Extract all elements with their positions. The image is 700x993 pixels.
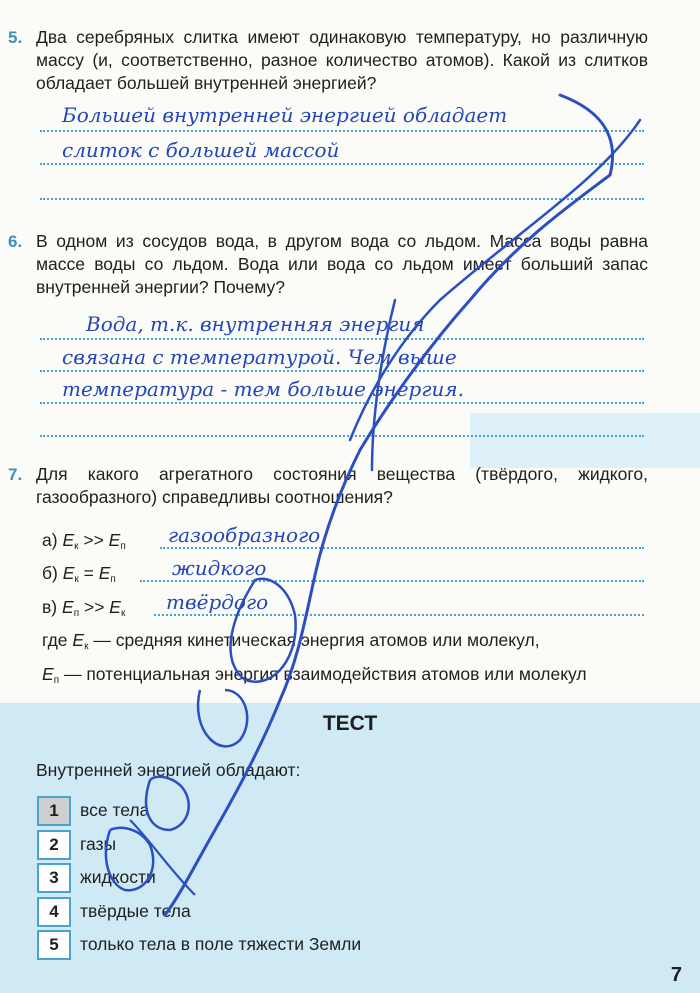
q7-handwritten-answer-c: твёрдого xyxy=(166,590,269,614)
q7-number: 7. xyxy=(8,465,23,484)
q5-answer-line[interactable] xyxy=(40,163,644,165)
test-question: Внутренней энергией обладают: xyxy=(36,760,301,780)
page-number: 7 xyxy=(670,964,682,986)
q7-answer-line-b[interactable] xyxy=(140,580,644,582)
q6-handwritten-answer: Вода, т.к. внутренняя энергия xyxy=(86,312,425,336)
q6-number: 6. xyxy=(8,232,23,251)
page-band xyxy=(470,413,700,468)
q7-text: Для какого агрегатного состояния вещества (твёрдого, жидкого, газообразного) справедливы соотношения? xyxy=(36,464,648,507)
q7-row-b: б) $E_к = E_п$ xyxy=(42,563,116,585)
q7-note-potential: $E_п$ — потенциальная энергия взаимодействия атомов или молекул xyxy=(42,664,587,686)
q6-answer-line[interactable] xyxy=(40,435,644,437)
test-option-5-label: только тела в поле тяжести Земли xyxy=(80,934,362,954)
q5-answer-line[interactable] xyxy=(40,130,644,132)
q6-answer-line[interactable] xyxy=(40,370,644,372)
q7-row-a: а) $E_к >> E_п$ xyxy=(42,530,126,552)
test-option-2-label: газы xyxy=(80,834,117,854)
q7-row-c: в) $E_п >> E_к$ xyxy=(42,597,126,619)
q6-text: В одном из сосудов вода, в другом вода со льдом. Масса воды равна массе воды со льдом. Вода или вода со льдом имеет больший запас внутренней энергии? Почему? xyxy=(36,231,648,297)
test-option-4-checkbox[interactable]: 4 xyxy=(37,897,71,927)
test-option-1-label: все тела xyxy=(80,800,150,820)
test-option-3-checkbox[interactable]: 3 xyxy=(37,863,71,893)
test-option-5-checkbox[interactable]: 5 xyxy=(37,930,71,960)
q6-answer-line[interactable] xyxy=(40,338,644,340)
test-option-1-checkbox[interactable]: 1 xyxy=(37,796,71,826)
q5-handwritten-answer: слиток с большей массой xyxy=(62,138,340,162)
q5-answer-line[interactable] xyxy=(40,198,644,200)
q7-handwritten-answer-a: газообразного xyxy=(168,523,321,547)
q7-handwritten-answer-b: жидкого xyxy=(172,556,267,580)
q7-answer-line-a[interactable] xyxy=(160,547,644,549)
q5-number: 5. xyxy=(8,28,23,47)
test-option-3-label: жидкости xyxy=(80,867,156,887)
q6-answer-line[interactable] xyxy=(40,402,644,404)
q7-answer-line-c[interactable] xyxy=(154,614,644,616)
q7-note-kinetic: где $E_к$ — средняя кинетическая энергия атомов или молекул, xyxy=(42,630,540,652)
test-option-2-checkbox[interactable]: 2 xyxy=(37,830,71,860)
q5-handwritten-answer: Большей внутренней энергией обладает xyxy=(62,103,508,127)
test-option-4-label: твёрдые тела xyxy=(80,901,191,921)
q5-text: Два серебряных слитка имеют одинаковую температуру, но различную массу (и, соответственно, разное количество атомов). Какой из слитков обладает большей внутренней энергией? xyxy=(36,27,648,93)
q6-handwritten-answer: связана с температурой. Чем выше xyxy=(62,345,457,369)
test-title: ТЕСТ xyxy=(322,712,378,735)
q6-handwritten-answer: температура - тем больше энергия. xyxy=(62,377,464,401)
